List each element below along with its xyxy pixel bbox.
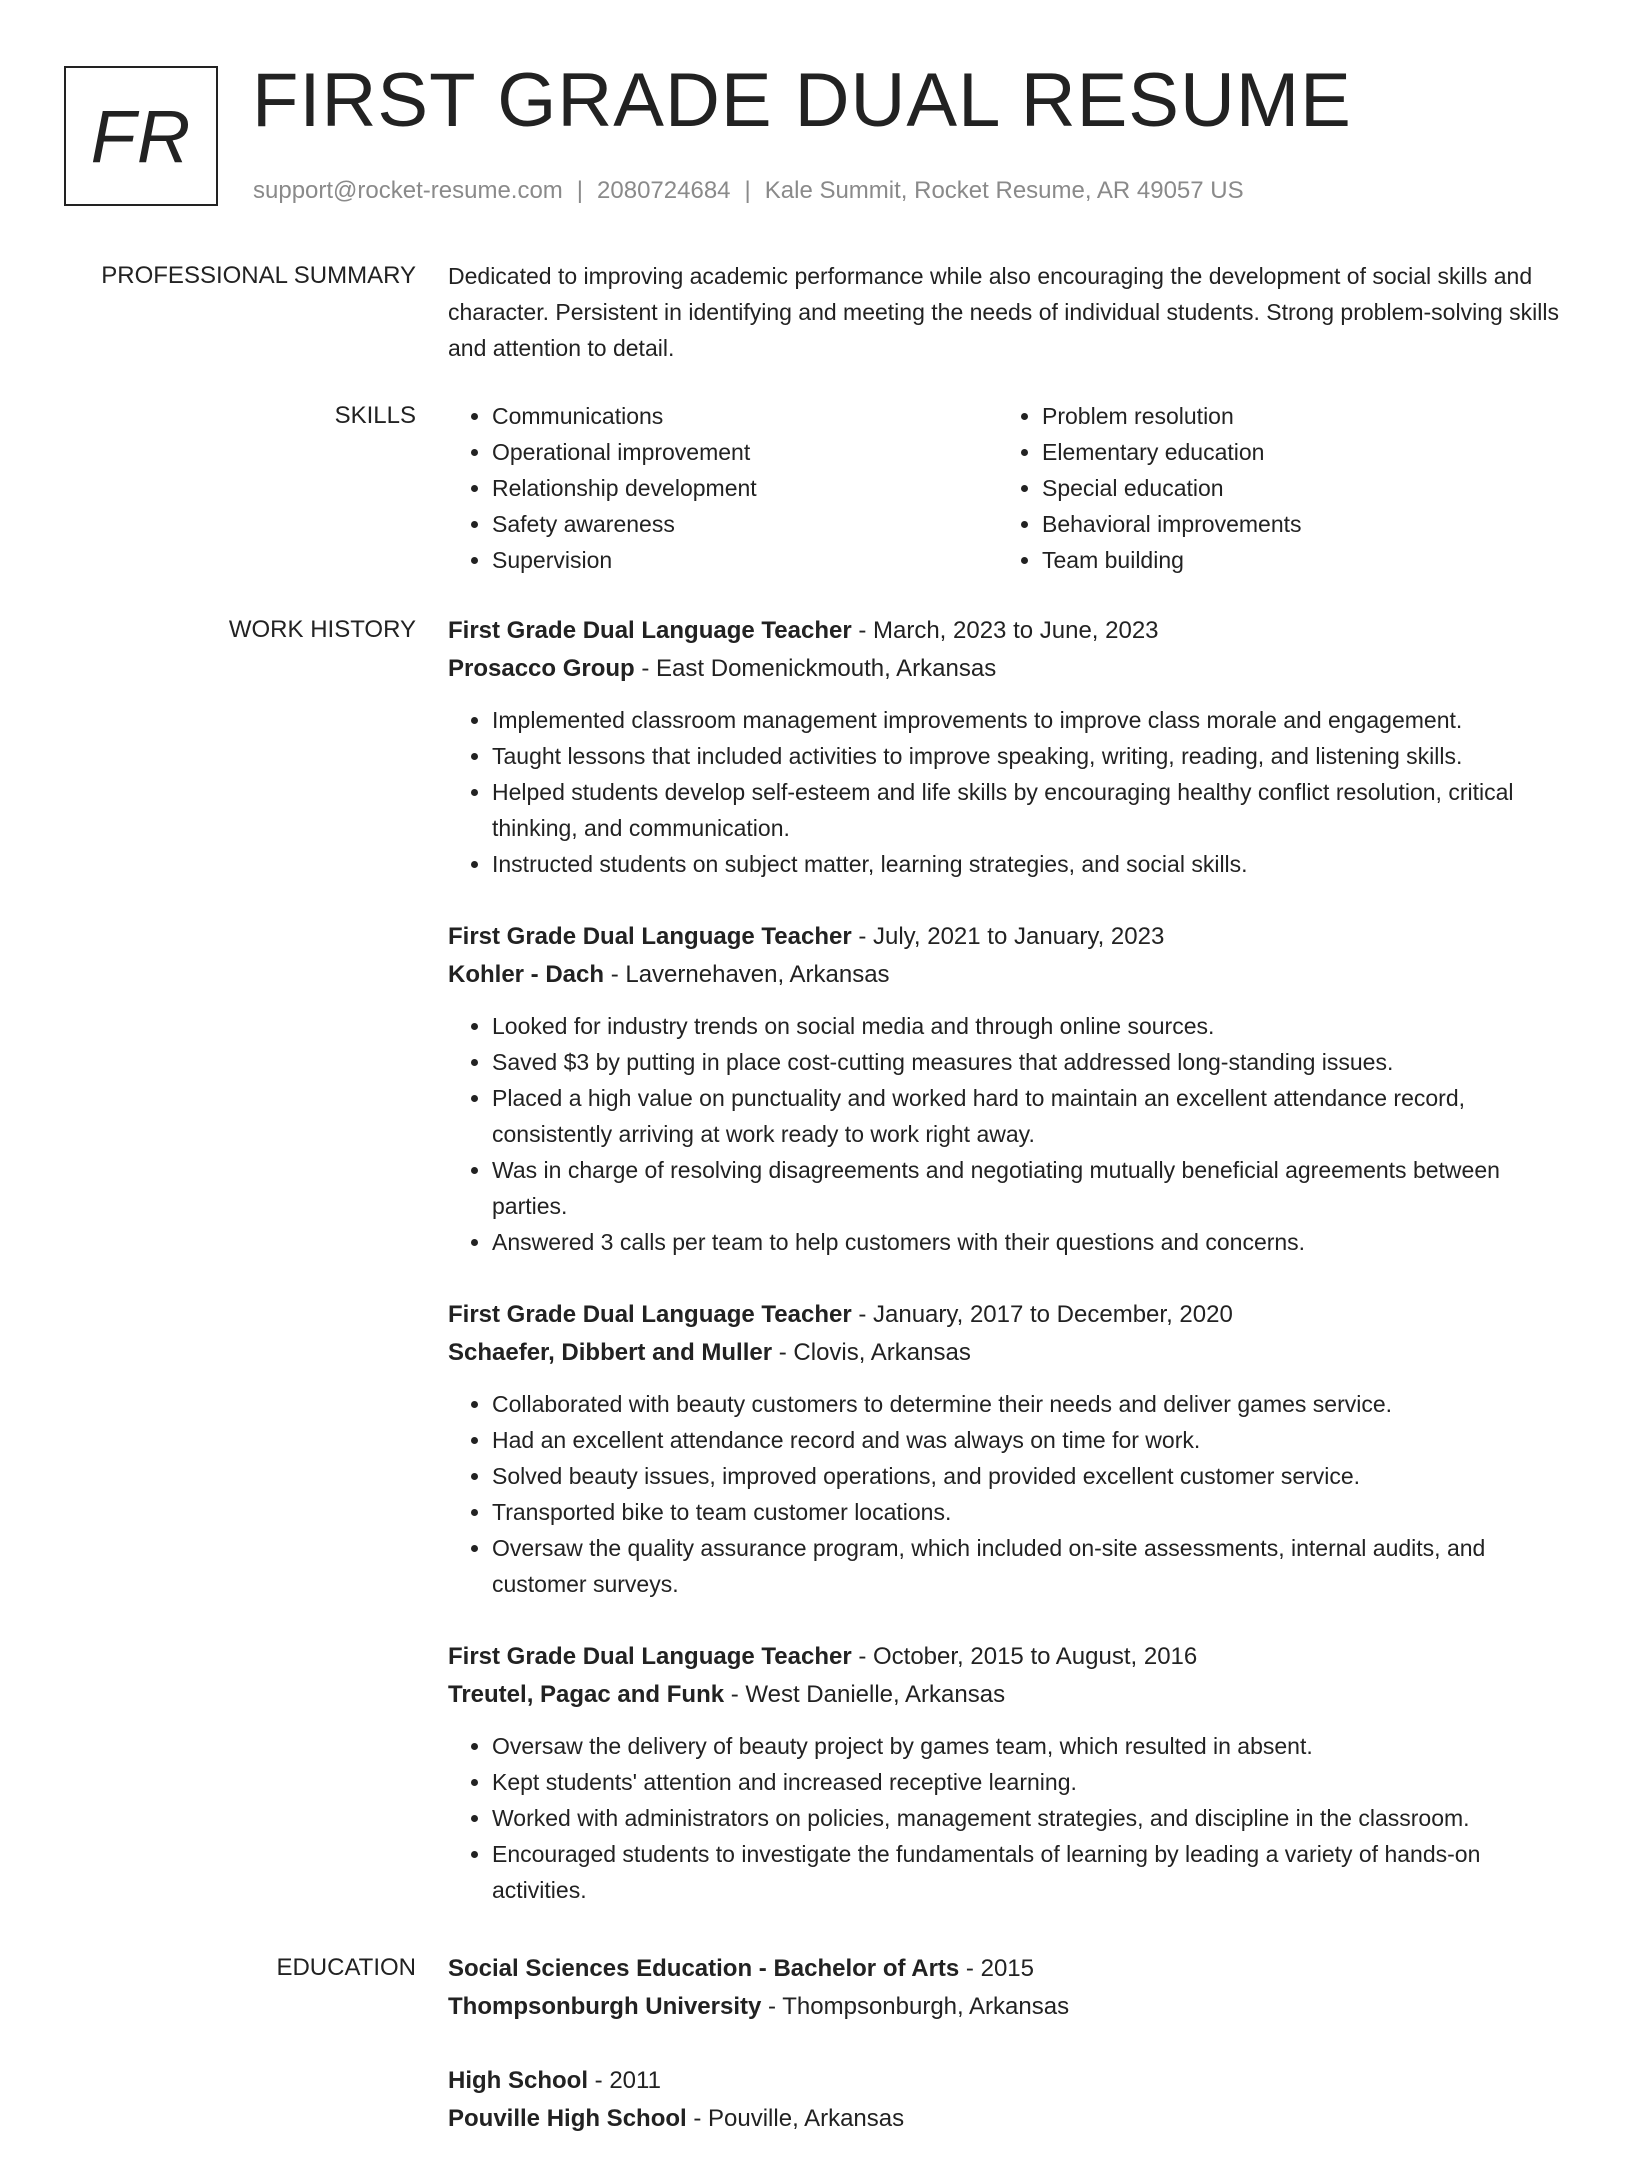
job-bullets: [448, 1728, 1564, 1908]
job-bullet: • Was in charge of resolving disagreements and negotiating mutually beneficial agreements between parties.: [492, 1152, 1564, 1224]
job-bullet: • Kept students' attention and increased receptive learning.: [492, 1764, 1564, 1800]
job-title: First Grade Dual Language Teacher: [448, 1643, 852, 1670]
job-bullet: • Saved $3 by putting in place cost-cutting measures that addressed long-standing issues.: [492, 1044, 1564, 1080]
resume-title: FIRST GRADE DUAL RESUME: [252, 58, 1352, 143]
job-bullet: • Instructed students on subject matter, learning strategies, and social skills.: [492, 846, 1564, 882]
job-bullet: • Placed a high value on punctuality and worked hard to maintain an excellent attendance record, consistently arriving at work ready to work right away.: [492, 1080, 1564, 1152]
job-dates: - January, 2017 to December, 2020: [851, 1301, 1233, 1328]
education-school: Pouville High School: [448, 2105, 687, 2132]
skill-item: • Communications: [492, 398, 998, 434]
job-bullet: • Solved beauty issues, improved operations, and provided excellent customer service.: [492, 1458, 1564, 1494]
job-bullets: [448, 1008, 1564, 1260]
job-bullet: • Worked with administrators on policies, management strategies, and discipline in the classroom.: [492, 1800, 1564, 1836]
education-location: - Pouville, Arkansas: [686, 2105, 905, 2132]
job-employer: [448, 650, 1564, 688]
job-title: First Grade Dual Language Teacher: [448, 617, 852, 644]
job-bullet: • Answered 3 calls per team to help customers with their questions and concerns.: [492, 1224, 1564, 1260]
skill-item: • Elementary education: [1042, 434, 1548, 470]
job-heading: [448, 1296, 1564, 1334]
job-bullet: • Implemented classroom management improvements to improve class morale and engagement.: [492, 702, 1564, 738]
education-institution: [448, 2100, 1564, 2138]
job-entry: [448, 1296, 1564, 1602]
education-school: Thompsonburgh University: [448, 1993, 762, 2020]
education-entry: [448, 1950, 1564, 2026]
summary-text: Dedicated to improving academic performance while also encouraging the development of social skills and character. Persistent in identifying and meeting the needs of individual students. Strong problem-solving skills and attention to detail.: [448, 263, 1559, 361]
section-label-summary: PROFESSIONAL SUMMARY: [101, 262, 416, 289]
section-label-skills: SKILLS: [334, 402, 416, 429]
skill-item: • Problem resolution: [1042, 398, 1548, 434]
job-location: - Lavernehaven, Arkansas: [604, 961, 890, 988]
job-company: Prosacco Group: [448, 655, 635, 682]
job-location: - East Domenickmouth, Arkansas: [634, 655, 997, 682]
contact-separator: |: [576, 177, 584, 204]
job-entry: [448, 918, 1564, 1260]
job-entry: [448, 1638, 1564, 1908]
contact-email[interactable]: support@rocket-resume.com: [253, 177, 563, 204]
job-heading: [448, 612, 1564, 650]
education-institution: [448, 1988, 1564, 2026]
job-location: - Clovis, Arkansas: [772, 1339, 971, 1366]
work-history-body: [448, 612, 1564, 1944]
job-company: Kohler - Dach: [448, 961, 605, 988]
job-location: - West Danielle, Arkansas: [724, 1681, 1006, 1708]
education-year: - 2011: [588, 2067, 661, 2094]
skill-item: • Supervision: [492, 542, 998, 578]
contact-phone[interactable]: 2080724684: [597, 177, 731, 204]
skill-item: • Team building: [1042, 542, 1548, 578]
monogram-badge: [64, 66, 218, 206]
job-company: Schaefer, Dibbert and Muller: [448, 1339, 773, 1366]
job-dates: - October, 2015 to August, 2016: [851, 1643, 1198, 1670]
education-degree: High School: [448, 2067, 588, 2094]
job-heading: [448, 918, 1564, 956]
section-label-work: WORK HISTORY: [228, 616, 416, 643]
contact-line: [253, 176, 1244, 206]
job-bullets: [448, 702, 1564, 882]
job-entry: [448, 612, 1564, 882]
job-employer: [448, 1676, 1564, 1714]
monogram-text: FR: [90, 94, 192, 178]
skill-item: • Special education: [1042, 470, 1548, 506]
job-bullet: • Looked for industry trends on social media and through online sources.: [492, 1008, 1564, 1044]
job-bullet: • Oversaw the delivery of beauty project by games team, which resulted in absent.: [492, 1728, 1564, 1764]
skill-item: • Safety awareness: [492, 506, 998, 542]
job-dates: - July, 2021 to January, 2023: [851, 923, 1165, 950]
education-entry: [448, 2062, 1564, 2138]
skill-item: • Behavioral improvements: [1042, 506, 1548, 542]
contact-separator: |: [744, 177, 751, 204]
education-heading: [448, 2062, 1564, 2100]
job-bullet: • Transported bike to team customer locations.: [492, 1494, 1564, 1530]
job-bullet: • Taught lessons that included activities to improve speaking, writing, reading, and listening skills.: [492, 738, 1564, 774]
education-location: - Thompsonburgh, Arkansas: [761, 1993, 1070, 2020]
skills-list-left: [448, 398, 998, 578]
job-title: First Grade Dual Language Teacher: [448, 923, 852, 950]
section-label-education: EDUCATION: [276, 1954, 416, 1981]
job-dates: - March, 2023 to June, 2023: [851, 617, 1159, 644]
education-heading: [448, 1950, 1564, 1988]
contact-address: Kale Summit, Rocket Resume, AR 49057 US: [764, 177, 1244, 204]
skills-body: [448, 398, 1564, 578]
education-year: - 2015: [959, 1955, 1034, 1982]
skills-list-right: [998, 398, 1548, 578]
job-bullet: • Oversaw the quality assurance program, which included on-site assessments, internal audits, and customer surveys.: [492, 1530, 1564, 1602]
job-employer: [448, 956, 1564, 994]
summary-body: [448, 258, 1564, 366]
job-title: First Grade Dual Language Teacher: [448, 1301, 852, 1328]
job-bullet: • Had an excellent attendance record and was always on time for work.: [492, 1422, 1564, 1458]
job-bullet: • Encouraged students to investigate the fundamentals of learning by leading a variety of hands-on activities.: [492, 1836, 1564, 1908]
job-heading: [448, 1638, 1564, 1676]
skill-item: • Operational improvement: [492, 434, 998, 470]
job-employer: [448, 1334, 1564, 1372]
job-company: Treutel, Pagac and Funk: [448, 1681, 725, 1708]
job-bullets: [448, 1386, 1564, 1602]
job-bullet: • Helped students develop self-esteem and life skills by encouraging healthy conflict resolution, critical thinking, and communication.: [492, 774, 1564, 846]
education-degree: Social Sciences Education - Bachelor of Arts: [448, 1955, 960, 1982]
skill-item: • Relationship development: [492, 470, 998, 506]
job-bullet: • Collaborated with beauty customers to determine their needs and deliver games service.: [492, 1386, 1564, 1422]
education-body: [448, 1950, 1564, 2174]
